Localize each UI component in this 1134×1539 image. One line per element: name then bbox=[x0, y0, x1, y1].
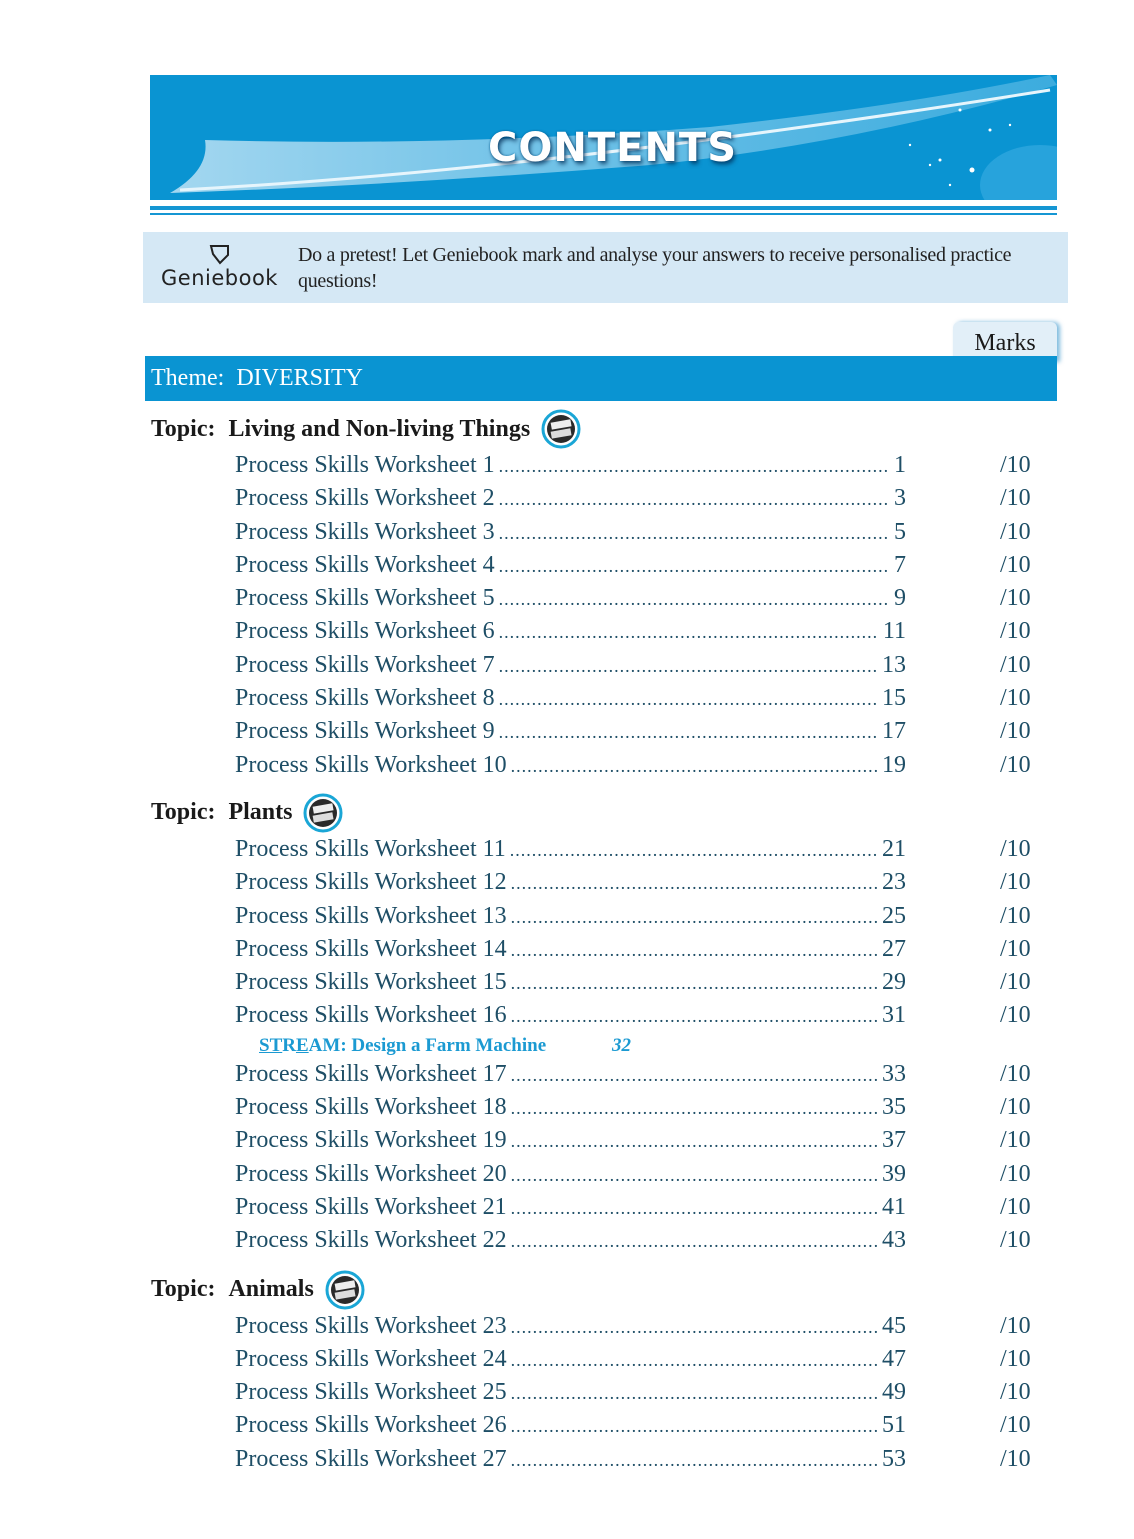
worksheet-title: Process Skills Worksheet 15 bbox=[235, 969, 507, 996]
toc-entry[interactable] bbox=[0, 482, 1134, 515]
topic-name: Animals bbox=[228, 1276, 314, 1303]
dot-leader: ................................................................... bbox=[510, 973, 880, 994]
worksheet-title: Process Skills Worksheet 6 bbox=[235, 618, 495, 645]
worksheet-title: Process Skills Worksheet 25 bbox=[235, 1379, 507, 1406]
toc-entry-line bbox=[235, 1443, 906, 1476]
marks-field[interactable]: /10 bbox=[1000, 485, 1031, 512]
page-number: 35 bbox=[882, 1094, 906, 1121]
page-number: 19 bbox=[882, 751, 906, 778]
toc-entry[interactable] bbox=[0, 1310, 1134, 1343]
toc-entry-line bbox=[235, 1310, 906, 1343]
contents-banner bbox=[150, 75, 1057, 200]
toc-entry-line bbox=[235, 1091, 906, 1124]
geniebook-logo-text: Geniebook bbox=[161, 266, 278, 290]
toc-entry-line bbox=[235, 682, 906, 715]
dot-leader: ....................................................................... bbox=[498, 555, 890, 576]
worksheet-title: Process Skills Worksheet 18 bbox=[235, 1094, 507, 1121]
marks-field[interactable]: /10 bbox=[1000, 1193, 1031, 1220]
geniebook-logo bbox=[152, 242, 287, 290]
theme-label: Theme: bbox=[151, 365, 225, 391]
page-number: 49 bbox=[882, 1379, 906, 1406]
worksheet-title: Process Skills Worksheet 17 bbox=[235, 1060, 507, 1087]
page-number: 23 bbox=[882, 869, 906, 896]
page-number: 31 bbox=[882, 1002, 906, 1029]
geniebook-message: Do a pretest! Let Geniebook mark and analyse your answers to receive personalised practice questions! bbox=[298, 244, 1012, 292]
worksheet-title: Process Skills Worksheet 11 bbox=[235, 835, 506, 862]
marks-field[interactable]: /10 bbox=[1000, 452, 1031, 478]
dot-leader: ................................................................... bbox=[510, 1416, 880, 1437]
page-number: 33 bbox=[882, 1060, 906, 1087]
marks-field[interactable]: /10 bbox=[1000, 1002, 1031, 1029]
dot-leader: ................................................................... bbox=[510, 1131, 880, 1152]
worksheet-title: Process Skills Worksheet 7 bbox=[235, 651, 495, 678]
marks-field[interactable]: /10 bbox=[1000, 1445, 1031, 1472]
marks-field[interactable]: /10 bbox=[1000, 902, 1031, 929]
toc-entry-line bbox=[235, 1224, 906, 1257]
dot-leader: ................................................................... bbox=[510, 1449, 880, 1470]
dot-leader: ................................................................... bbox=[510, 1231, 880, 1252]
page-number: 47 bbox=[882, 1345, 906, 1372]
toc-entry-line bbox=[235, 966, 906, 999]
contents-list bbox=[0, 409, 1134, 1476]
toc-entry[interactable] bbox=[0, 649, 1134, 682]
toc-entry[interactable] bbox=[0, 933, 1134, 966]
page-number: 51 bbox=[882, 1412, 906, 1439]
worksheet-title: Process Skills Worksheet 19 bbox=[235, 1127, 507, 1154]
page-number: 21 bbox=[882, 835, 906, 862]
stream-entry[interactable] bbox=[0, 1033, 1134, 1058]
dot-leader: ..................................................................... bbox=[498, 655, 879, 676]
stream-title-part: AM: Design a Farm Machine bbox=[308, 1034, 547, 1056]
marks-column-header: Marks bbox=[953, 322, 1057, 362]
toc-entry-line bbox=[235, 1124, 906, 1157]
dot-leader: ................................................................... bbox=[510, 1349, 880, 1370]
page-number: 43 bbox=[882, 1227, 906, 1254]
toc-entry[interactable] bbox=[0, 1376, 1134, 1409]
toc-entry-line bbox=[235, 649, 906, 682]
worksheet-title: Process Skills Worksheet 22 bbox=[235, 1227, 507, 1254]
stream-title-part: R bbox=[282, 1034, 296, 1056]
stream-title bbox=[259, 1033, 546, 1058]
topic-label: Topic: bbox=[151, 799, 216, 826]
dot-leader: ..................................................................... bbox=[498, 722, 879, 743]
toc-entry-line bbox=[235, 482, 906, 515]
toc-entry[interactable] bbox=[0, 582, 1134, 615]
toc-entry[interactable] bbox=[0, 1409, 1134, 1442]
toc-entry[interactable] bbox=[0, 833, 1134, 866]
marks-field[interactable]: /10 bbox=[1000, 1127, 1031, 1154]
worksheet-title: Process Skills Worksheet 9 bbox=[235, 718, 495, 745]
marks-field[interactable]: /10 bbox=[1000, 551, 1031, 578]
page-number: 15 bbox=[882, 685, 906, 712]
marks-field[interactable]: /10 bbox=[1000, 685, 1031, 712]
toc-entry[interactable] bbox=[0, 1058, 1134, 1091]
toc-entry-line bbox=[235, 1376, 906, 1409]
toc-entry[interactable] bbox=[0, 1443, 1134, 1476]
stream-title-part: E bbox=[295, 1034, 309, 1056]
dot-leader: ....................................................................... bbox=[498, 522, 890, 543]
toc-entry[interactable] bbox=[0, 1091, 1134, 1124]
theme-bar bbox=[145, 356, 1057, 401]
page-number: 17 bbox=[882, 718, 906, 745]
toc-entry-line bbox=[235, 1058, 906, 1091]
marks-field[interactable]: /10 bbox=[1000, 585, 1031, 612]
marks-field[interactable]: /10 bbox=[1000, 751, 1031, 778]
page-number: 39 bbox=[882, 1160, 906, 1187]
theme-name: DIVERSITY bbox=[236, 365, 363, 391]
marks-field[interactable]: /10 bbox=[1000, 1060, 1031, 1087]
topic-label: Topic: bbox=[151, 415, 216, 442]
dot-leader: ....................................................................... bbox=[498, 589, 890, 610]
worksheet-title: Process Skills Worksheet 3 bbox=[235, 518, 495, 545]
marks-field[interactable]: /10 bbox=[1000, 1227, 1031, 1254]
worksheet-title: Process Skills Worksheet 10 bbox=[235, 751, 507, 778]
marks-field[interactable]: /10 bbox=[1000, 969, 1031, 996]
toc-entry[interactable] bbox=[0, 966, 1134, 999]
toc-entry[interactable] bbox=[0, 1191, 1134, 1224]
marks-field[interactable]: /10 bbox=[1000, 1412, 1031, 1439]
worksheet-title: Process Skills Worksheet 23 bbox=[235, 1312, 507, 1339]
marks-field[interactable]: /10 bbox=[1000, 869, 1031, 896]
geniebook-lamp-icon bbox=[208, 242, 232, 266]
toc-entry-line bbox=[235, 1158, 906, 1191]
page-number: 41 bbox=[882, 1193, 906, 1220]
marks-field[interactable]: /10 bbox=[1000, 651, 1031, 678]
dot-leader: ................................................................... bbox=[510, 1316, 880, 1337]
divider bbox=[150, 206, 1057, 210]
dot-leader: ..................................................................... bbox=[498, 689, 879, 710]
worksheet-title: Process Skills Worksheet 12 bbox=[235, 869, 507, 896]
page-number: 5 bbox=[894, 518, 906, 545]
page-number: 7 bbox=[894, 551, 906, 578]
worksheet-title: Process Skills Worksheet 27 bbox=[235, 1445, 507, 1472]
toc-entry-line bbox=[235, 1191, 906, 1224]
toc-entry[interactable] bbox=[0, 1224, 1134, 1257]
geniebook-callout bbox=[143, 232, 1068, 303]
worksheet-title: Process Skills Worksheet 5 bbox=[235, 585, 495, 612]
page-number: 53 bbox=[882, 1445, 906, 1472]
page-number: 25 bbox=[882, 902, 906, 929]
toc-entry-line bbox=[235, 615, 906, 648]
toc-entry-line bbox=[235, 999, 906, 1032]
worksheet-title: Process Skills Worksheet 24 bbox=[235, 1345, 507, 1372]
toc-entry[interactable] bbox=[0, 615, 1134, 648]
marks-field[interactable]: /10 bbox=[1000, 835, 1031, 862]
dot-leader: ................................................................... bbox=[510, 1064, 880, 1085]
toc-entry-line bbox=[235, 582, 906, 615]
marks-field[interactable]: /10 bbox=[1000, 1160, 1031, 1187]
marks-field[interactable]: /10 bbox=[1000, 1312, 1031, 1339]
dot-leader: ................................................................... bbox=[510, 873, 880, 894]
toc-entry-line bbox=[235, 1343, 906, 1376]
page-number: 13 bbox=[882, 651, 906, 678]
marks-field[interactable]: /10 bbox=[1000, 1345, 1031, 1372]
dot-leader: ................................................................... bbox=[510, 906, 880, 927]
toc-entry[interactable] bbox=[0, 1343, 1134, 1376]
ebook-icon[interactable] bbox=[303, 793, 343, 833]
dot-leader: ................................................................... bbox=[510, 939, 880, 960]
toc-entry-line bbox=[235, 1409, 906, 1442]
page-number: 45 bbox=[882, 1312, 906, 1339]
toc-entry[interactable] bbox=[0, 866, 1134, 899]
ebook-icon[interactable] bbox=[325, 1270, 365, 1310]
topic-name: Plants bbox=[228, 799, 293, 826]
page-number: 3 bbox=[894, 485, 906, 512]
divider bbox=[150, 213, 1057, 215]
worksheet-title: Process Skills Worksheet 26 bbox=[235, 1412, 507, 1439]
worksheet-title: Process Skills Worksheet 20 bbox=[235, 1160, 507, 1187]
toc-entry[interactable] bbox=[0, 516, 1134, 549]
dot-leader: ................................................................... bbox=[510, 1098, 880, 1119]
toc-entry-line bbox=[235, 933, 906, 966]
page-title: CONTENTS bbox=[488, 125, 738, 171]
toc-entry-line bbox=[235, 833, 906, 866]
topic-heading bbox=[0, 1270, 1134, 1310]
worksheet-title: Process Skills Worksheet 4 bbox=[235, 551, 495, 578]
dot-leader: ................................................................... bbox=[510, 1164, 880, 1185]
page-number: 37 bbox=[882, 1127, 906, 1154]
marks-field[interactable]: /10 bbox=[1000, 935, 1031, 962]
toc-entry[interactable] bbox=[0, 715, 1134, 748]
marks-field[interactable]: /10 bbox=[1000, 618, 1031, 645]
toc-entry-line bbox=[235, 749, 906, 782]
toc-entry[interactable] bbox=[0, 1158, 1134, 1191]
page-number: 9 bbox=[894, 585, 906, 612]
topic-heading bbox=[0, 793, 1134, 833]
toc-entry-line bbox=[235, 449, 906, 482]
worksheet-title: Process Skills Worksheet 14 bbox=[235, 935, 507, 962]
toc-entry[interactable] bbox=[0, 999, 1134, 1032]
stream-page-number: 32 bbox=[612, 1034, 631, 1056]
topic-heading bbox=[0, 409, 1134, 449]
topic-label: Topic: bbox=[151, 1276, 216, 1303]
marks-field[interactable]: /10 bbox=[1000, 1379, 1031, 1406]
worksheet-title: Process Skills Worksheet 13 bbox=[235, 902, 507, 929]
toc-entry-line bbox=[235, 900, 906, 933]
page-number: 1 bbox=[894, 452, 906, 478]
toc-entry-line bbox=[235, 715, 906, 748]
page-number: 11 bbox=[882, 618, 906, 645]
dot-leader: ................................................................... bbox=[510, 1197, 880, 1218]
dot-leader: ................................................................... bbox=[510, 755, 880, 776]
toc-entry-line bbox=[235, 516, 906, 549]
worksheet-title: Process Skills Worksheet 16 bbox=[235, 1002, 507, 1029]
dot-leader: ................................................................... bbox=[510, 1006, 880, 1027]
page-number: 29 bbox=[882, 969, 906, 996]
stream-title-part: ST bbox=[259, 1034, 283, 1056]
toc-entry[interactable] bbox=[0, 1124, 1134, 1157]
dot-leader: ................................................................... bbox=[510, 1383, 880, 1404]
ebook-icon[interactable] bbox=[541, 409, 581, 449]
marks-field[interactable]: /10 bbox=[1000, 518, 1031, 545]
marks-field[interactable]: /10 bbox=[1000, 1094, 1031, 1121]
worksheet-title: Process Skills Worksheet 8 bbox=[235, 685, 495, 712]
toc-entry[interactable] bbox=[0, 749, 1134, 782]
dot-leader: ..................................................................... bbox=[498, 622, 879, 643]
toc-entry-line bbox=[235, 549, 906, 582]
marks-field[interactable]: /10 bbox=[1000, 718, 1031, 745]
worksheet-title: Process Skills Worksheet 1 bbox=[235, 452, 495, 478]
worksheet-title: Process Skills Worksheet 21 bbox=[235, 1193, 507, 1220]
toc-entry[interactable] bbox=[0, 900, 1134, 933]
toc-entry[interactable] bbox=[0, 682, 1134, 715]
dot-leader: ....................................................................... bbox=[498, 456, 890, 476]
worksheet-title: Process Skills Worksheet 2 bbox=[235, 485, 495, 512]
toc-entry[interactable] bbox=[0, 549, 1134, 582]
toc-entry-line bbox=[235, 866, 906, 899]
dot-leader: ....................................................................... bbox=[498, 489, 890, 510]
toc-entry[interactable] bbox=[0, 449, 1134, 482]
page-number: 27 bbox=[882, 935, 906, 962]
dot-leader: ................................................................... bbox=[509, 839, 879, 860]
topic-name: Living and Non-living Things bbox=[228, 415, 531, 442]
